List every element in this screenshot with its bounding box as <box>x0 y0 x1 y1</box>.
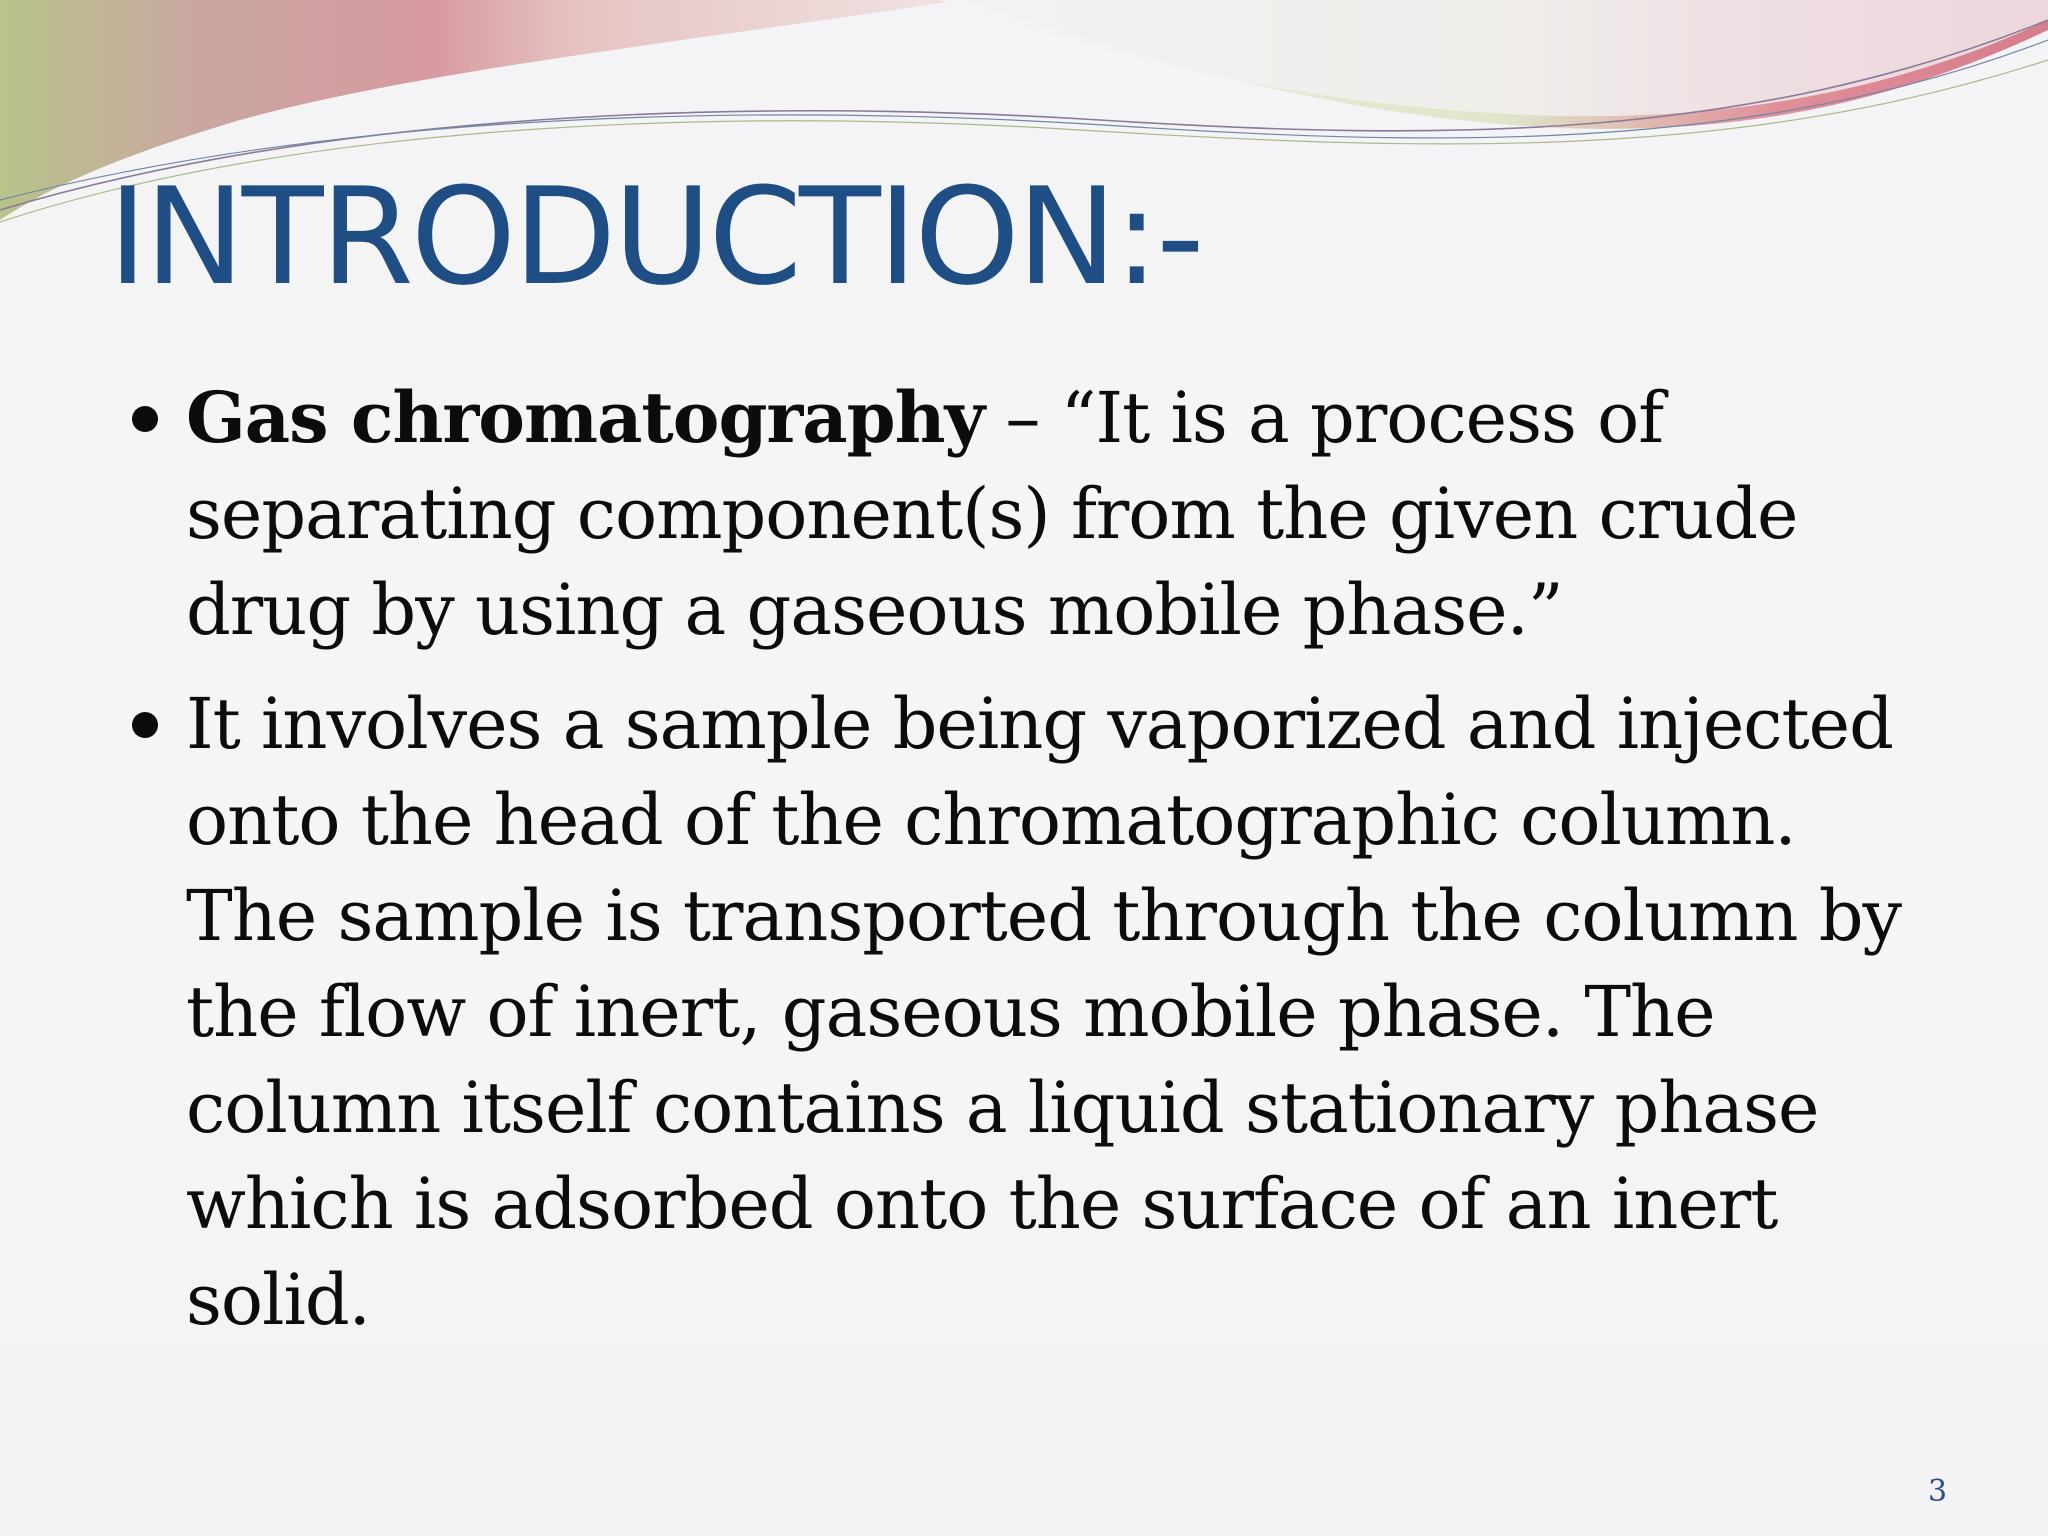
bullet-line: The sample is transported through the column by <box>186 875 1902 957</box>
bullet-line <box>186 370 1928 466</box>
bullet-line: onto the head of the chromatographic column. <box>186 779 1796 861</box>
slide-title: INTRODUCTION:- <box>108 159 1202 315</box>
bullet-line: separating component(s) from the given crude <box>186 473 1798 555</box>
bullet-item <box>128 370 1928 658</box>
bullet-line: drug by using a gaseous mobile phase.” <box>186 569 1563 651</box>
bullet-line: It involves a sample being vaporized and injected <box>186 683 1893 765</box>
bullet-item <box>128 676 1928 1348</box>
bullet-line: column itself contains a liquid stationary phase <box>186 1067 1819 1149</box>
bullet-line: which is adsorbed onto the surface of an inert <box>186 1163 1778 1245</box>
wave-band-highlight <box>940 0 2048 116</box>
bullet-dot-icon <box>132 712 158 738</box>
bullet-term: Gas chromatography <box>186 376 985 459</box>
bullet-text: – “It is a process of <box>984 377 1664 459</box>
bullet-line: the flow of inert, gaseous mobile phase. The <box>186 971 1715 1053</box>
bullet-dot-icon <box>132 406 158 432</box>
bullet-list <box>128 370 1928 1366</box>
page-number: 3 <box>1928 1474 1948 1509</box>
bullet-line: solid. <box>186 1259 370 1341</box>
